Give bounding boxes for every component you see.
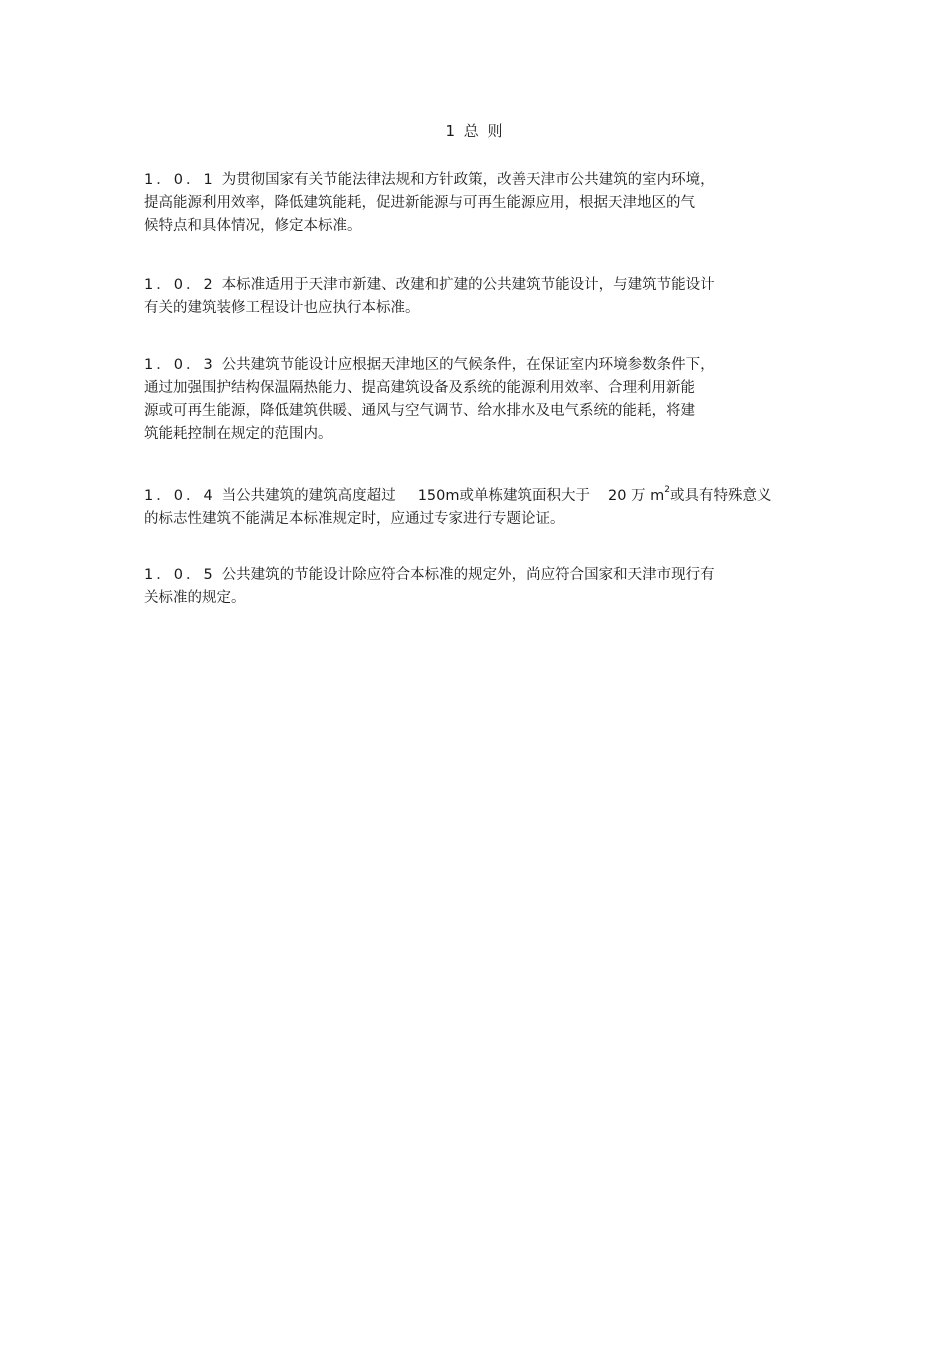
clause-1-0-1 <box>144 169 804 238</box>
clause-text: 当公共建筑的建筑高度超过 <box>221 488 396 504</box>
clause-line <box>144 274 804 297</box>
clause-1-0-2 <box>144 274 804 320</box>
clause-1-0-3 <box>144 354 804 446</box>
chapter-heading: 1 总 则 <box>445 122 505 140</box>
clause-1-0-5 <box>144 564 804 610</box>
clause-text: 有关的建筑装修工程设计也应执行本标准。 <box>144 300 420 316</box>
clause-number: 1．0．3 <box>144 357 216 373</box>
clause-text: 本标准适用于天津市新建、改建和扩建的公共建筑节能设计，与建筑节能设计 <box>221 277 715 293</box>
superscript: 2 <box>664 485 671 495</box>
clause-line <box>144 485 804 508</box>
clause-text: 通过加强围护结构保温隔热能力、提高建筑设备及系统的能源利用效率、合理利用新能 <box>144 380 695 396</box>
clause-text: 为贯彻国家有关节能法律法规和方针政策，改善天津市公共建筑的室内环境， <box>221 172 715 188</box>
clause-text: 或具有特殊意义 <box>670 488 772 504</box>
clause-text: 源或可再生能源，降低建筑供暖、通风与空气调节、给水排水及电气系统的能耗，将建 <box>144 403 695 419</box>
clause-text: 公共建筑节能设计应根据天津地区的气候条件，在保证室内环境参数条件下， <box>221 357 715 373</box>
clause-number: 1．0．5 <box>144 567 216 583</box>
clause-text: 提高能源利用效率，降低建筑能耗，促进新能源与可再生能源应用，根据天津地区的气 <box>144 195 695 211</box>
clause-text: 筑能耗控制在规定的范围内。 <box>144 426 333 442</box>
clause-text: 的标志性建筑不能满足本标准规定时，应通过专家进行专题论证。 <box>144 511 565 527</box>
clause-text: 关标准的规定。 <box>144 590 246 606</box>
clause-number: 1．0．2 <box>144 277 216 293</box>
clause-number: 1．0．4 <box>144 488 216 504</box>
clause-line <box>144 564 804 587</box>
clause-number: 1．0．1 <box>144 172 216 188</box>
clause-text: 150m或单栋建筑面积大于 <box>417 488 590 504</box>
clause-line <box>144 354 804 377</box>
clause-text: 候特点和具体情况，修定本标准。 <box>144 218 362 234</box>
clause-text: 20 万 m <box>608 488 665 504</box>
clause-line <box>144 169 804 192</box>
clause-1-0-4 <box>144 485 804 531</box>
clause-text: 公共建筑的节能设计除应符合本标准的规定外，尚应符合国家和天津市现行有 <box>221 567 715 583</box>
